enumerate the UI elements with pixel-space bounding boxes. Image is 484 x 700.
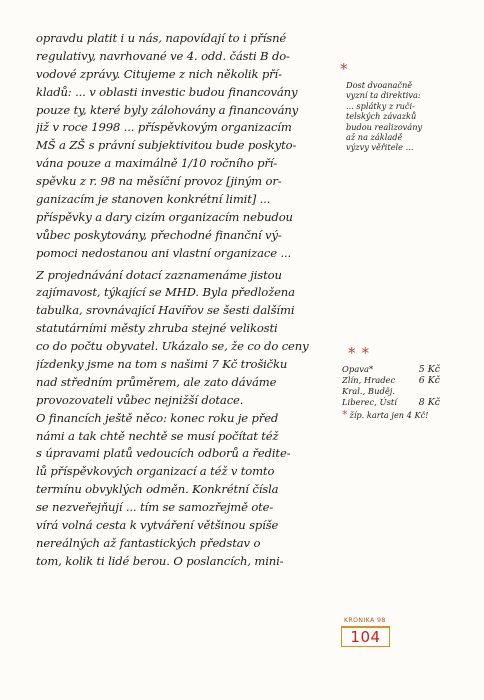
text-line: tom, kolik ti lidé berou. O poslancích, mini- [36,553,284,568]
chronicle-label: KRONIKA 98 [344,617,386,624]
text-line: co do počtu obyvatel. Ukázalo se, že co do ceny [36,339,309,354]
footnote-text: žíp. karta jen 4 Kč! [349,409,429,420]
text-line: nereálných až fantastických představ o [36,535,261,550]
text-line: se nezveřejňují ... tím se samozřejmě ote- [36,500,274,515]
text-line: zajímavost, týkající se MHD. Byla předložena [36,285,295,300]
price-row [342,386,440,397]
city-label: Opava* [342,364,374,374]
side-note-line: budou realizovány [346,121,423,132]
asterisk-mark: * [342,408,348,421]
double-asterisk-mark [348,346,482,360]
side-note-line: výzvy věřitele ... [346,142,414,153]
text-line: s úpravami platů vedoucích odborů a ředite- [36,446,291,461]
text-line: vána pouze a maximálně 1/10 ročního pří- [36,156,278,171]
text-line: spěvku z r. 98 na měsíční provoz [jiným or- [36,174,282,189]
side-note-line: ... splátky z ruči- [346,100,415,111]
side-note-ticket-prices [342,346,482,422]
text-line: pouze ty, které byly zálohovány a financovány [36,102,299,117]
side-note-text [346,80,480,153]
text-line: nad středním průměrem, ale zato dáváme [36,374,277,389]
text-line: pomoci nedostanou ani vlastní organizace ... [36,245,292,260]
price-row [342,375,440,386]
text-line: již v roce 1998 ... příspěvkovým organizacím [36,120,292,135]
text-line: termínu obvyklých odměn. Konkrétní čísla [36,482,279,497]
text-line: vůbec poskytovány, přechodné finanční vý- [36,227,282,242]
city-label: Liberec, Ústí [342,397,397,407]
city-label: Kral., Buděj. [342,386,396,396]
page-number: 104 [341,626,390,647]
text-line: MŠ a ZŠ s právní subjektivitou bude poskyto- [36,138,297,153]
text-line: opravdu platit i u nás, napovídají to i přísné [36,31,287,45]
text-line: O financích ještě něco: konec roku je před [36,410,279,425]
ticket-price: 6 Kč [418,375,440,386]
text-line: ganizacím je stanoven konkrétní limit] ... [36,192,271,207]
ticket-price: 8 Kč [418,397,440,408]
text-line: regulativy, navrhované ve 4. odd. části B do- [36,48,290,63]
side-note-line: Dost dvoanačně [346,80,413,90]
text-line: vírá volná cesta k vytváření většinou spíše [36,518,279,533]
city-label: Zlín, Hradec [342,375,396,385]
text-line: provozovateli vůbec nejnižší dotace. [36,392,244,407]
main-text-column [36,30,338,571]
side-note-line: vyzní ta direktiva: [346,90,421,101]
text-line: Z projednávání dotací zaznamenáme jistou [36,267,282,282]
text-line: kladů: ... v oblasti investic budou financovány [36,84,298,99]
ticket-price: 5 Kč [418,364,440,375]
side-note-line: telských závazků [346,111,417,122]
text-line: námi a tak chtě nechtě se musí počítat též [36,428,279,443]
text-line: vodové zprávy. Citujeme z nich několik pří- [36,66,282,81]
side-note-line: až na základě [346,132,403,143]
text-line: tabulka, srovnávající Havířov se šesti dalšími [36,303,295,318]
asterisk-mark: * [340,60,348,78]
price-row [342,397,440,408]
text-line: lů příspěvkových organizací a též v tomto [36,464,275,479]
price-row [342,364,440,375]
text-line: statutárními městy zhruba stejné velikosti [36,321,278,336]
text-line: příspěvky a dary cizím organizacím nebudou [36,209,293,224]
asterisk-mark: * [361,344,369,362]
price-list [342,364,482,408]
side-note-direktiva [340,62,480,153]
asterisk-mark: * [348,344,356,362]
price-footnote [342,408,482,422]
text-line: jízdenky jsme na tom s našimi 7 Kč trošičku [36,357,288,372]
